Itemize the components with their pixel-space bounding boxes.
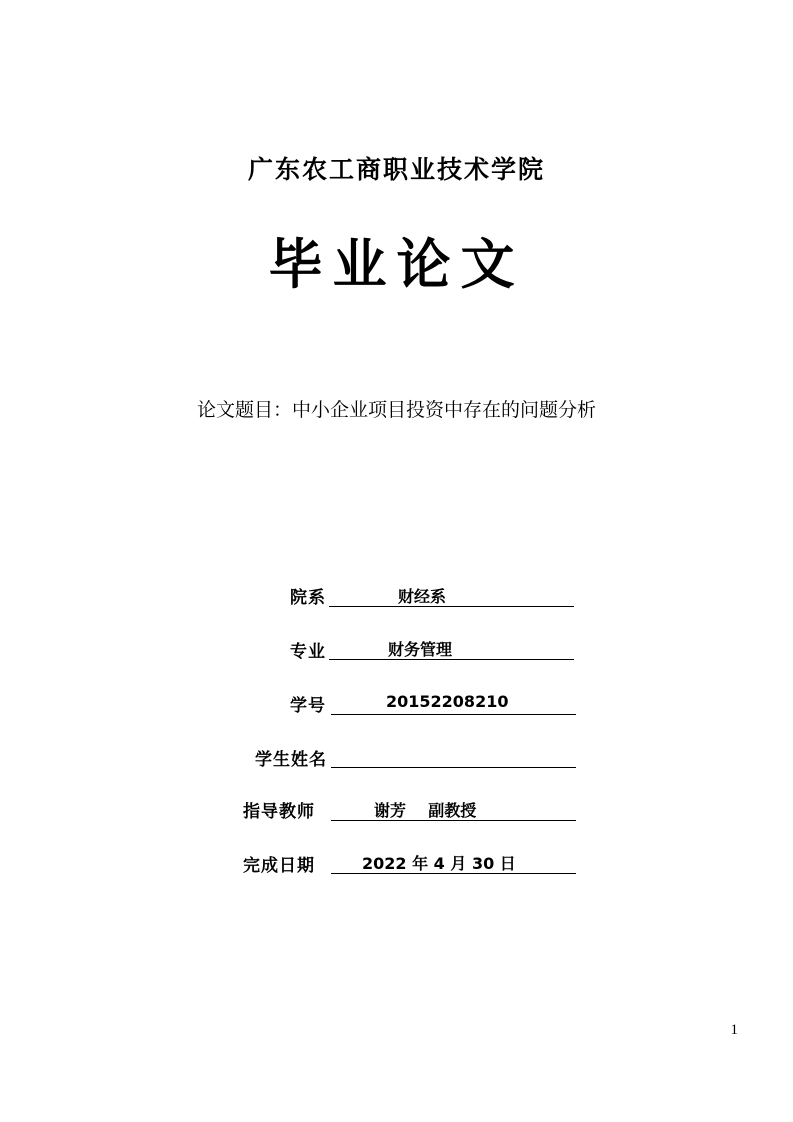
student-id-value: 20152208210 [386, 692, 509, 711]
department-label: 院系 [290, 588, 326, 608]
thesis-topic: 论文题目：中小企业项目投资中存在的问题分析 [196, 399, 596, 421]
completion-date-label: 完成日期 [243, 856, 315, 876]
department-value: 财经系 [398, 587, 447, 606]
major-value: 财务管理 [388, 640, 453, 659]
document-type-title: 毕业论文 [268, 233, 525, 296]
advisor-label: 指导教师 [243, 802, 315, 822]
major-label: 专业 [290, 642, 326, 662]
completion-date-value: 2022 年 4 月 30 日 [362, 854, 516, 873]
department-line [329, 582, 574, 607]
school-name: 广东农工商职业技术学院 [247, 155, 545, 184]
student-id-label: 学号 [290, 696, 326, 716]
student-name-line [331, 743, 576, 768]
student-name-label: 学生姓名 [255, 750, 327, 770]
page-number: 1 [730, 1022, 738, 1038]
advisor-value: 谢芳 副教授 [374, 801, 477, 820]
